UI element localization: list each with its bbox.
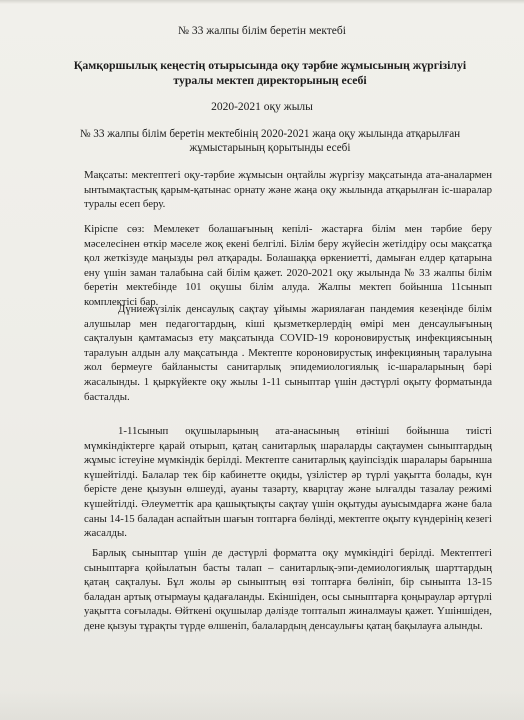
grades-paragraph: 1-11сынып оқушыларының ата-анасының өтініші бойынша тиісті мүмкіндіктерге қарай отырып, қатаң санитарлық шараларды сақтаумен сыныптардың жұмыс істеуіне мүмкіндік берілді. Мектепте санитарлық қауіпсіздік шаралары барынша күшейтілді. Балалар тек бір кабинетте оқиды, үзілістер әр түрлі уақытта болады, күн берісте дене қызуын өлшеуді, ауаны тазарту, кварцтау және ылғалды тазалау режимі күшейтілді. Әлеуметтік ара қашықтықты сақтау үшін оқытуды ауысымдарға және бала саны 14-15 баладан аспайтын шағын топтарға бөлінді, мектепте оқыту күндерінің кезегі жасалды. [84,425,492,540]
scan-top-edge [0,0,524,4]
scan-bottom-shadow [0,690,524,720]
report-title: Қамқоршылық кеңестің отырысында оқу тәрбие жұмысының жүргізілуі туралы мектеп директорының есебі [73,58,467,87]
academic-year: 2020-2021 оқу жылы [211,101,313,113]
school-name: № 33 жалпы білім беретін мектебі [178,25,346,37]
covid-paragraph: Дүниежүзілік денсаулық сақтау ұйымы жариялаған пандемия кезеңінде білім алушылар мен педагогтардың, кіші қызметкерлердің өмірі мен денсаулығының сақталуын қамтамасыз ету мақсатында COVID-19 короновирустық инфекциясының таралуын алдын алу мақсатында . Мектепте короновирустық инфекцияның таралуына жол бермеуге байланысты санитарлық эпидемиологиялық іс-шараларының бәрі жасалынды. 1 қыркүйекте оқу жылы 1-11 сыныптар үшін дәстүрлі оқыту форматында басталды. [84,303,492,403]
all-classes-paragraph: Барлық сыныптар үшін де дәстүрлі форматта оқу мүмкіндігі берілді. Мектептегі сыныптарға қойылатын басты талап – санитарлық-эпи-демиологиялық шарттардың қатаң сақталуы. Бұл жолы әр сыныптың өзі топтарға бөлініп, бір сыныпта 13-15 баладан артық отырмауы қадағаланды. Екіншіден, осы сыныптарға қоңыраулар әртүрлі уақытта соғылады. Өйткені оқушылар дәлізде топталып жиналмауы қажет. Үшіншіден, дене қызуы тұрақты түрде өлшеніп, балалардың денсаулығы қатаң бақылауға алынды. [84,547,492,632]
aim-paragraph: Мақсаты: мектептегі оқу-тәрбие жұмысын оңтайлы жүргізу мақсатында ата-аналармен ынтымақтастық қарым-қатынас орнату және жаңа оқу жылында атқарылған іс-шаралар туралы есеп беру. [84,169,492,211]
intro-paragraph: Кіріспе сөз: Мемлекет болашағының кепілі- жастарға білім мен тәрбие беру мәселесінен өткір мәселе жоқ екені белгілі. Білім беру жүйесін жетілдіру осы мақсатқа қол жеткізуде маңызды рөл атқарады. Болашаққа өркениетті, дамыған елдер қатарына ену үшін заман талабына сай білім қажет. 2020-2021 оқу жылында № 33 жалпы білім беретін мектебінде 101 оқушы білім алуда. Жалпы мектеп бойынша 11сынып комплектісі бар. [84,223,492,308]
report-subtitle: № 33 жалпы білім беретін мектебінің 2020-2021 жаңа оқу жылында атқарылған жұмыстарының қорытынды есебі [79,128,461,154]
